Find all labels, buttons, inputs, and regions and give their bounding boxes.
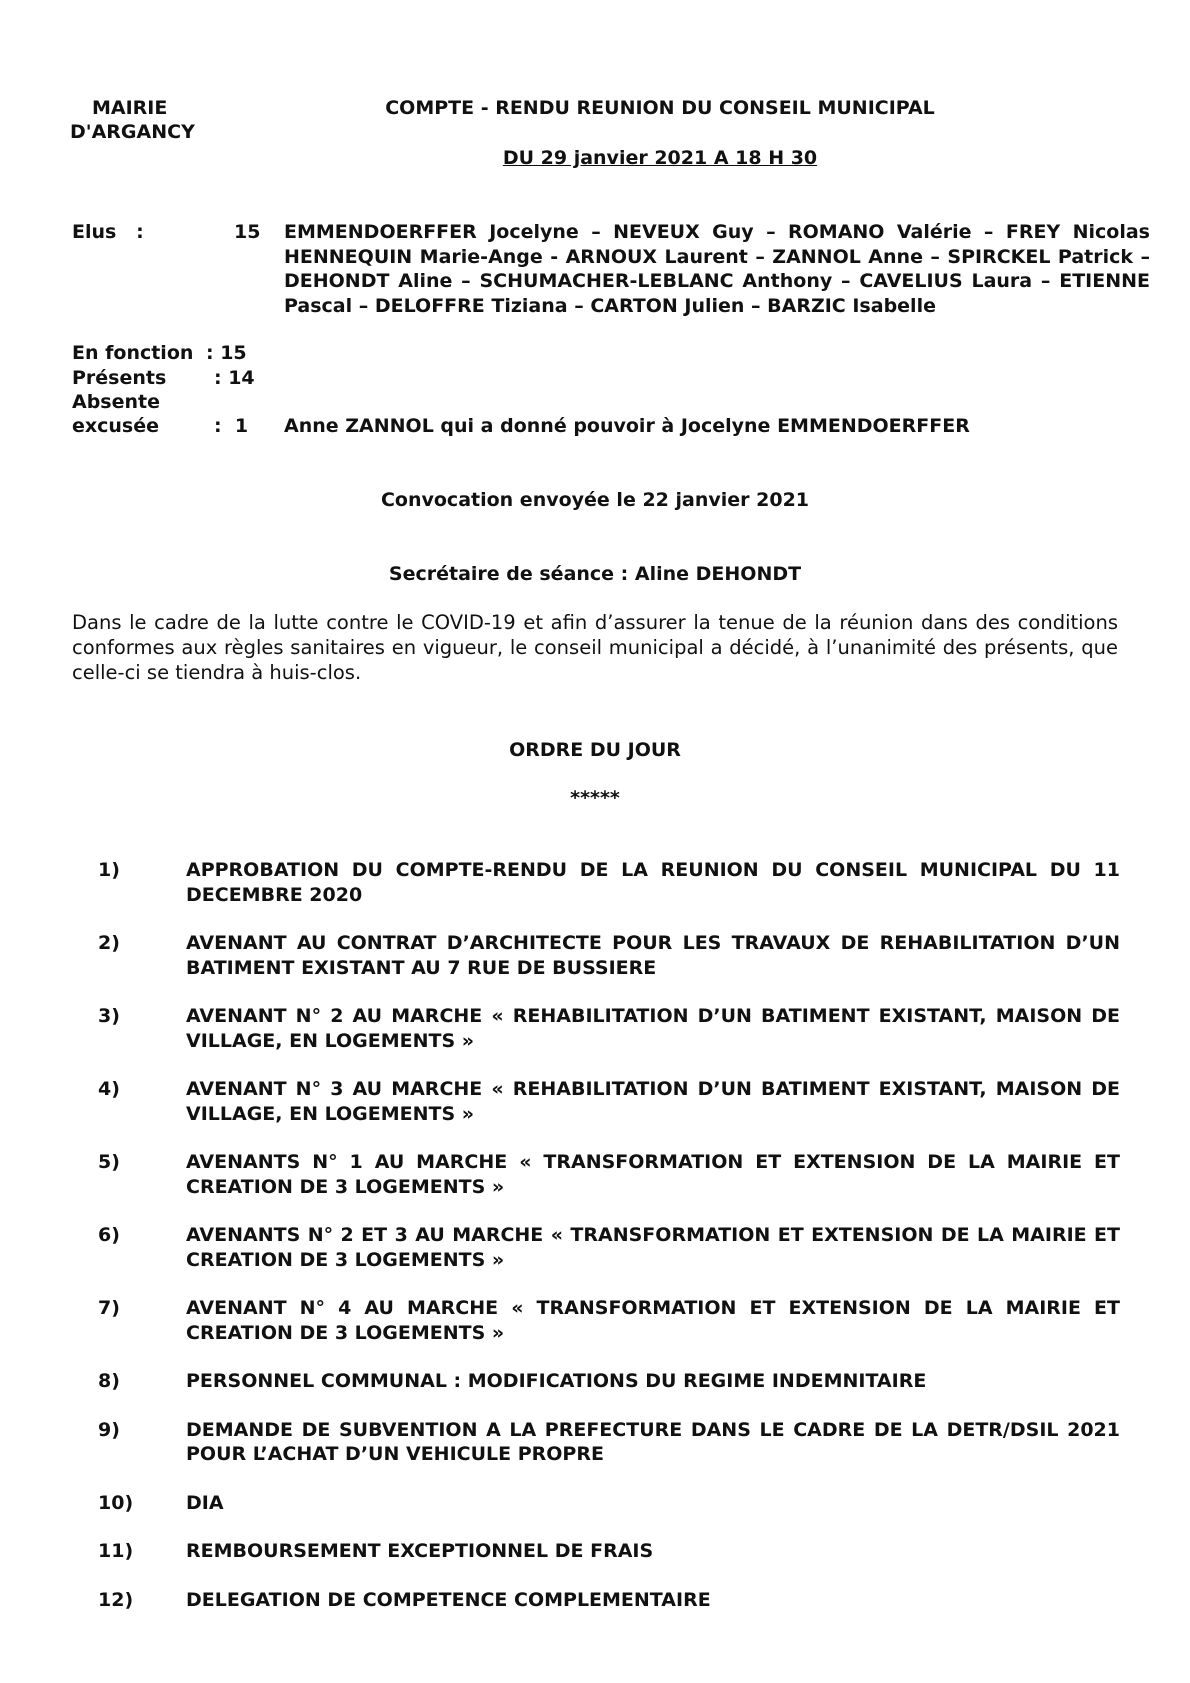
agenda-item-text: APPROBATION DU COMPTE-RENDU DE LA REUNION DU CONSEIL MUNICIPAL DU 11 DECEMBRE 2020 — [186, 859, 1120, 906]
absente-value: : 1 — [214, 415, 249, 437]
agenda-item-text: AVENANTS N° 1 AU MARCHE « TRANSFORMATION ET EXTENSION DE LA MAIRIE ET CREATION DE 3 LOGEMENTS » — [186, 1151, 1120, 1198]
agenda-list — [98, 858, 1120, 1636]
agenda-item-number: 8) — [98, 1370, 120, 1392]
agenda-item-number: 5) — [98, 1151, 120, 1173]
absente-label-1: Absente — [72, 391, 160, 413]
presents-value: : 14 — [214, 367, 255, 389]
agenda-item — [98, 1296, 1120, 1345]
agenda-item-text: DEMANDE DE SUBVENTION A LA PREFECTURE DANS LE CADRE DE LA DETR/DSIL 2021 POUR L’ACHAT D’UN VEHICULE PROPRE — [186, 1418, 1120, 1465]
meeting-date: DU 29 janvier 2021 A 18 H 30 — [502, 147, 818, 169]
separator-stars: ***** — [570, 787, 620, 809]
agenda-item-text: PERSONNEL COMMUNAL : MODIFICATIONS DU REGIME INDEMNITAIRE — [186, 1370, 927, 1392]
elus-value: 15 — [234, 221, 261, 243]
elus-names: EMMENDOERFFER Jocelyne – NEVEUX Guy – ROMANO Valérie – FREY Nicolas HENNEQUIN Marie-Ange - ARNOUX Laurent – ZANNOL Anne – SPIRCKEL Patrick – DEHONDT Aline – SCHUMACHER-LEBLANC Anthony – CAVELIUS Laura – ETIENNE Pascal – DELOFFRE Tiziana – CARTON Julien – BARZIC Isabelle — [284, 221, 1150, 317]
agenda-item-text: AVENANT N° 4 AU MARCHE « TRANSFORMATION ET EXTENSION DE LA MAIRIE ET CREATION DE 3 LOGEMENTS » — [186, 1297, 1120, 1344]
agenda-item-number: 2) — [98, 932, 120, 954]
absente-label-2: excusée — [72, 415, 160, 437]
agenda-item-number: 12) — [98, 1588, 134, 1611]
agenda-item-number: 11) — [98, 1540, 134, 1562]
ordre-du-jour-title: ORDRE DU JOUR — [509, 739, 681, 761]
agenda-item-text: AVENANT AU CONTRAT D’ARCHITECTE POUR LES TRAVAUX DE REHABILITATION D’UN BATIMENT EXISTANT AU 7 RUE DE BUSSIERE — [186, 932, 1120, 979]
agenda-item-text: DELEGATION DE COMPETENCE COMPLEMENTAIRE — [186, 1588, 711, 1611]
agenda-item — [98, 931, 1120, 980]
agenda-item-number: 7) — [98, 1297, 120, 1319]
agenda-item — [98, 1418, 1120, 1467]
agenda-item-number: 6) — [98, 1224, 120, 1246]
agenda-item-number: 3) — [98, 1005, 120, 1027]
agenda-item-number: 4) — [98, 1078, 120, 1100]
agenda-item-text: AVENANT N° 3 AU MARCHE « REHABILITATION D’UN BATIMENT EXISTANT, MAISON DE VILLAGE, EN LOGEMENTS » — [186, 1078, 1120, 1125]
agenda-item — [98, 858, 1120, 907]
agenda-item-text: DIA — [186, 1491, 224, 1514]
document-title: COMPTE - RENDU REUNION DU CONSEIL MUNICIPAL — [385, 97, 935, 119]
agenda-item-number: 10) — [98, 1491, 134, 1514]
agenda-item — [98, 1223, 1120, 1272]
convocation-line: Convocation envoyée le 22 janvier 2021 — [380, 489, 810, 511]
secretaire-line: Secrétaire de séance : Aline DEHONDT — [388, 563, 802, 585]
mairie-line-1: MAIRIE — [92, 97, 168, 119]
covid-paragraph: Dans le cadre de la lutte contre le COVID-19 et afin d’assurer la tenue de la réunion dans des conditions conformes aux règles sanitaires en vigueur, le conseil municipal a décidé, à l’unanimité des présents, que celle-ci se tiendra à huis-clos. — [72, 611, 1118, 684]
en-fonction-value: : 15 — [206, 342, 247, 364]
agenda-item-number: 9) — [98, 1418, 120, 1441]
agenda-item-text: AVENANT N° 2 AU MARCHE « REHABILITATION D’UN BATIMENT EXISTANT, MAISON DE VILLAGE, EN LOGEMENTS » — [186, 1005, 1120, 1052]
presents-label: Présents — [72, 367, 167, 389]
mairie-line-2: D'ARGANCY — [70, 121, 195, 143]
en-fonction-label: En fonction — [72, 342, 194, 364]
agenda-item — [98, 1077, 1120, 1126]
agenda-item-text: AVENANTS N° 2 ET 3 AU MARCHE « TRANSFORMATION ET EXTENSION DE LA MAIRIE ET CREATION DE 3 LOGEMENTS » — [186, 1224, 1120, 1271]
agenda-item — [98, 1369, 1120, 1394]
elus-label: Elus : — [72, 221, 144, 243]
agenda-item — [98, 1539, 1120, 1564]
mairie-name — [70, 96, 220, 144]
agenda-item-text: REMBOURSEMENT EXCEPTIONNEL DE FRAIS — [186, 1540, 654, 1562]
absente-text: Anne ZANNOL qui a donné pouvoir à Jocelyne EMMENDOERFFER — [284, 415, 970, 437]
agenda-item — [98, 1588, 1120, 1613]
agenda-item — [98, 1004, 1120, 1053]
agenda-item-number: 1) — [98, 859, 120, 881]
agenda-item — [98, 1491, 1120, 1516]
agenda-item — [98, 1150, 1120, 1199]
